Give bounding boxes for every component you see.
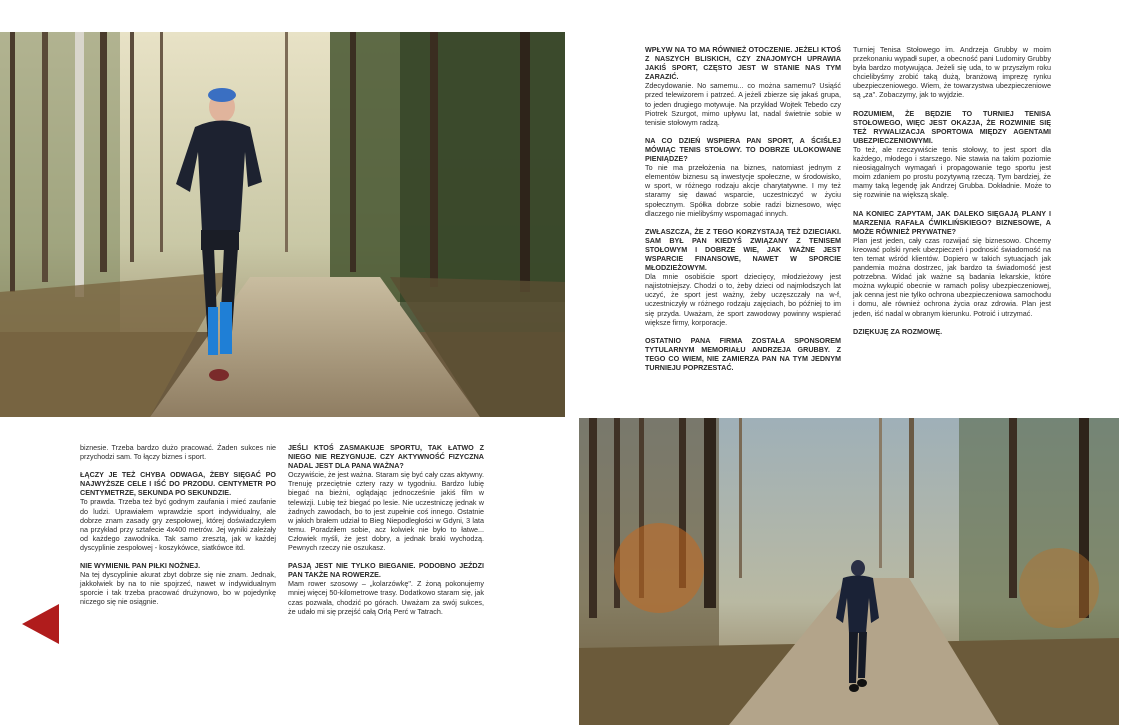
- question: ROZUMIEM, ŻE BĘDZIE TO TURNIEJ TENISA STOŁOWEGO, WIĘC JEST OKAZJA, ŻE ROZWINIE SIĘ TEŻ RYWALIZACJA SPORTOWA MIĘDZY AGENTAMI UBEZPIECZENIOWYMI.: [853, 108, 1051, 145]
- qa-block: [853, 109, 1051, 200]
- answer: Zdecydowanie. No samemu... co można samemu? Usiąść przed telewizorem i patrzeć. A jeżeli zbierze się jakaś grupa, to jeden drugiego motywuje. Na przykład Wojtek Tebedo czy Piotrek Szurgot, mimo upływu lat, nadal świetnie sobie w tenisie stołowym radzą.: [645, 81, 841, 127]
- answer: Na tej dyscyplinie akurat zbyt dobrze się nie znam. Jednak, jakkolwiek by na to nie spojrzeć, nawet w indywidualnym sporcie i tak trzeba pracować drużynowo, bo w pojedynkę niczego się nie osiągnie.: [80, 570, 276, 607]
- qa-block: [80, 561, 276, 606]
- qa-block: [80, 470, 276, 552]
- answer: biznesie. Trzeba bardzo dużo pracować. Żaden sukces nie przychodzi sam. To łączy biznes i sport.: [80, 443, 276, 462]
- question: JEŚLI KTOŚ ZASMAKUJE SPORTU, TAK ŁATWO Z NIEGO NIE REZYGNUJE. CZY AKTYWNOŚĆ FIZYCZNA NADAL JEST DLA PANA WAŻNA?: [288, 443, 484, 471]
- top-right-column-2: [853, 45, 1051, 345]
- qa-block: [645, 336, 841, 372]
- answer: Dla mnie osobiście sport dziecięcy, młodzieżowy jest najistotniejszy. Chodzi o to, żeby dzieci od najmłodszych lat uczyć, że sport jest ważny, żeby uczęszczały na w-f, uczestniczyły w różnego rodzaju zajęciach, bo później to im się przyda. Uważam, że sport zawodowy powinny wspierać większe firmy, korporacje.: [645, 272, 841, 327]
- top-right-column-1: [645, 45, 841, 381]
- qa-block: [80, 443, 276, 461]
- photo-runner-front: [0, 32, 565, 417]
- qa-block: [853, 327, 1051, 336]
- answer: To też, ale rzeczywiście tenis stołowy, to jest sport dla każdego, młodego i starszego. Nie stawia na takim poziomie nieosiągalnych wymagań i propagowanie tego sportu jest moim zdaniem po prostu pozytywną rzeczą. Tym bardziej, że mamy taką legendę jak Andrzej Grubba. Dokładnie. Może to się rozwinie na większą skalę.: [853, 144, 1051, 200]
- bottom-left-column-1: [80, 443, 276, 616]
- question: NA CO DZIEŃ WSPIERA PAN SPORT, A ŚCIŚLEJ MÓWIĄC TENIS STOŁOWY. TO DOBRZE ULOKOWANE PIENIĄDZE?: [645, 135, 841, 164]
- question: WPŁYW NA TO MA RÓWNIEŻ OTOCZENIE. JEŻELI KTOŚ Z NASZYCH BLISKICH, CZY ZNAJOMYCH UPRAWIA JAKIŚ SPORT, CZĘSTO JEST W STANIE NAS TYM ZARAZIĆ.: [645, 45, 841, 82]
- qa-block: [645, 227, 841, 327]
- question: NIE WYMIENIŁ PAN PIŁKI NOŻNEJ.: [80, 561, 201, 571]
- answer: Mam rower szosowy – „kolarzówkę". Z żoną pokonujemy mniej więcej 50-kilometrowe trasy. Dodatkowo staram się, jak czas pozwala, chodzić po górach. Uważam za swój sukces, że udało mi się przejść całą Orlą Perć w Tatrach.: [288, 579, 484, 616]
- answer: Oczywiście, że jest ważna. Staram się być cały czas aktywny. Trenuję przeciętnie cztery razy w tygodniu. Bardzo lubię biegać na bieżni, oglądając jednocześnie jakiś film w telewizji. Lubię też biegać po lesie. Nie uczestniczę jednak w żadnych zawodach, bo to jest zupełnie coś innego. Ostatnie w jakich brałem udział to Bieg Niepodległości w Gdyni, 3 lata temu. Poradziłem sobie, acz kolwiek nie było to łatwe... Człowiek myśli, że jest dobry, a jednak braki wychodzą. Pewnych rzeczy nie oszukasz.: [288, 470, 484, 553]
- bottom-left-column-2: [288, 443, 484, 625]
- question: NA KONIEC ZAPYTAM, JAK DALEKO SIĘGAJĄ PLANY I MARZENIA RAFAŁA ĆWIKLIŃSKIEGO? BIZNESOWE, A MOŻE RÓWNIEŻ PRYWATNE?: [853, 208, 1051, 236]
- question: DZIĘKUJĘ ZA ROZMOWĘ.: [853, 326, 943, 336]
- qa-block: [288, 443, 484, 552]
- answer: Plan jest jeden, cały czas rozwijać się biznesowo. Chcemy kreować polski rynek ubezpieczeń i podnosić świadomość na ten temat wśród klientów. Dopiero w takich sytuacjach jak pandemia można dostrzec, jak bardzo ta świadomość jest potrzebna. Widać jak ważne są badania lekarskie, które można wykupić obecnie w ramach polisy ubezpieczeniowej, jak cenna jest nie tylko ochrona ubezpieczeniowa samochodu i domu, ale również ochrona życia oraz zdrowia. Plan jest jeden, iść nadal w obranym kierunku. Potroić i utrzymać.: [853, 235, 1051, 318]
- question: OSTATNIO PANA FIRMA ZOSTAŁA SPONSOREM TYTULARNYM MEMORIAŁU ANDRZEJA GRUBBY. Z TEGO CO WIEM, NIE ZAMIERZA PAN NA TYM JEDNYM TURNIEJU POPRZESTAĆ.: [645, 335, 841, 372]
- question: ZWŁASZCZA, ŻE Z TEGO KORZYSTAJĄ TEŻ DZIECIAKI. SAM BYŁ PAN KIEDYŚ ZWIĄZANY Z TENISEM STOŁOWYM I DOBRZE WIE, JAK WAŻNE JEST WSPARCIE FINANSOWE, NAWET W SPORCIE MŁODZIEŻOWYM.: [645, 226, 841, 273]
- question: PASJĄ JEST NIE TYLKO BIEGANIE. PODOBNO JEŹDZI PAN TAKŻE NA ROWERZE.: [288, 561, 484, 580]
- qa-block: [645, 136, 841, 218]
- qa-block: [853, 45, 1051, 100]
- answer: Turniej Tenisa Stołowego im. Andrzeja Grubby w moim przekonaniu wypadł super, a obecność pani Ludomiry Grubby była bardzo motywująca. Jeżeli się uda, to w przyszłym roku chcielibyśmy zrobić taką dużą, branżową imprezę rynku ubezpieczeniowego. Wiem, że towarzystwa ubezpieczeniowe są „za". Zobaczymy, jak to wyjdzie.: [853, 45, 1051, 100]
- qa-block: [288, 561, 484, 616]
- answer: To nie ma przełożenia na biznes, natomiast jednym z elementów biznesu są inwestycje społeczne, w środowisko, w sport, w różnego rodzaju akcje charytatywne. I my też staramy się dawać wsparcie, uczestniczyć w życiu społecznym. Spółka dobrze sobie radzi biznesowo, więc dlaczego nie mielibyśmy wspomagać innych.: [645, 163, 841, 218]
- photo-runner-back: [579, 418, 1119, 725]
- question: ŁĄCZY JE TEŻ CHYBA ODWAGA, ŻEBY SIĘGAĆ PO NAJWYŻSZE CELE I IŚĆ DO PRZODU. CENTYMETR PO CENTYMETRZE, SEKUNDA PO SEKUNDZIE.: [80, 470, 276, 498]
- answer: To prawda. Trzeba też być godnym zaufania i mieć zaufanie do ludzi. Uprawiałem wprawdzie sport indywidualny, ale dobrze znam zasady gry zespołowej, której doświadczyłem na przykład przy sztafecie 4x400 metrów. Jej wyniki zależały od każdego zawodnika. Tak samo zresztą, jak w każdej dyscyplinie zespołowej - koszykówce, siatkówce itd.: [80, 497, 276, 552]
- triangle-left-icon[interactable]: [22, 604, 59, 644]
- qa-block: [645, 45, 841, 127]
- qa-block: [853, 209, 1051, 318]
